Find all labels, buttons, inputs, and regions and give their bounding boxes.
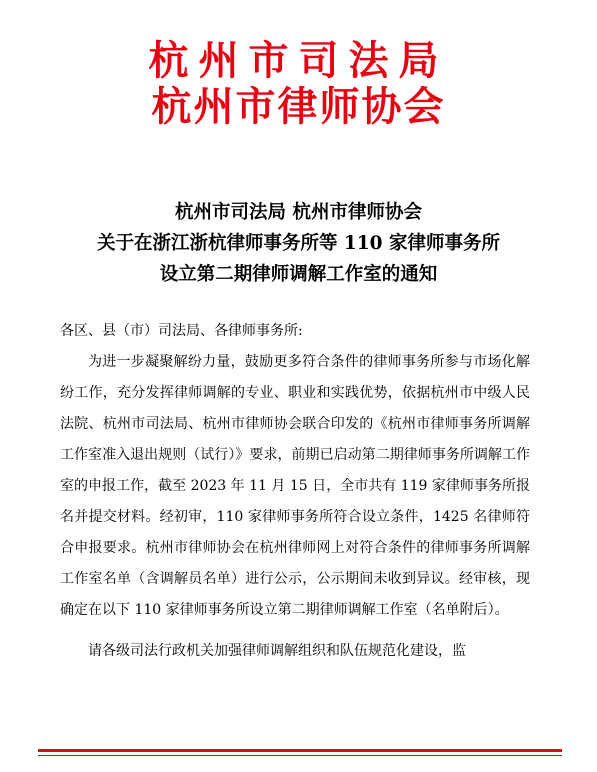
notice-title-line-3: 设立第二期律师调解工作室的通知 — [159, 264, 438, 285]
letterhead-line-justice-bureau: 杭州市司法局 — [148, 38, 449, 84]
salutation: 各区、县（市）司法局、各律师事务所: — [60, 323, 303, 339]
body-paragraph-1: 为进一步凝聚解纷力量，鼓励更多符合条件的律师事务所参与市场化解纷工作，充分发挥律师调解的专业、职业和实践优势，依据杭州市中级人民法院、杭州市司法局、杭州市律师协会联合印发的《杭州市律师事务所调解工作室准入退出规则（试行）》要求，前期已启动第二期律师事务所调解工作室的申报工作，截至 2023 年 11 月 15 日，全市共有 119 家律师事务所报名并提交材料。经初审，110 家律师事务所符合设立条件，1425 名律师符合申报要求。杭州市律师协会在杭州律师网上对符合条件的律师事务所调解工作室名单（含调解员名单）进行公示，公示期间未收到异议。经审核，现确定在以下 110 家律师事务所设立第二期律师调解工作室（名单附后）。 — [60, 354, 530, 618]
body-paragraph-2: 请各级司法行政机关加强律师调解组织和队伍规范化建设，监 — [88, 643, 466, 659]
notice-title — [0, 197, 597, 290]
footer-red-rule-thick — [38, 749, 562, 752]
letterhead — [0, 38, 597, 130]
notice-body — [60, 316, 530, 667]
footer-red-rule-thin — [38, 755, 562, 756]
letterhead-line-lawyers-association: 杭州市律师协会 — [151, 84, 446, 130]
notice-title-line-2: 关于在浙江浙杭律师事务所等 110 家律师事务所 — [96, 233, 500, 254]
notice-title-line-1: 杭州市司法局 杭州市律师协会 — [175, 202, 422, 223]
